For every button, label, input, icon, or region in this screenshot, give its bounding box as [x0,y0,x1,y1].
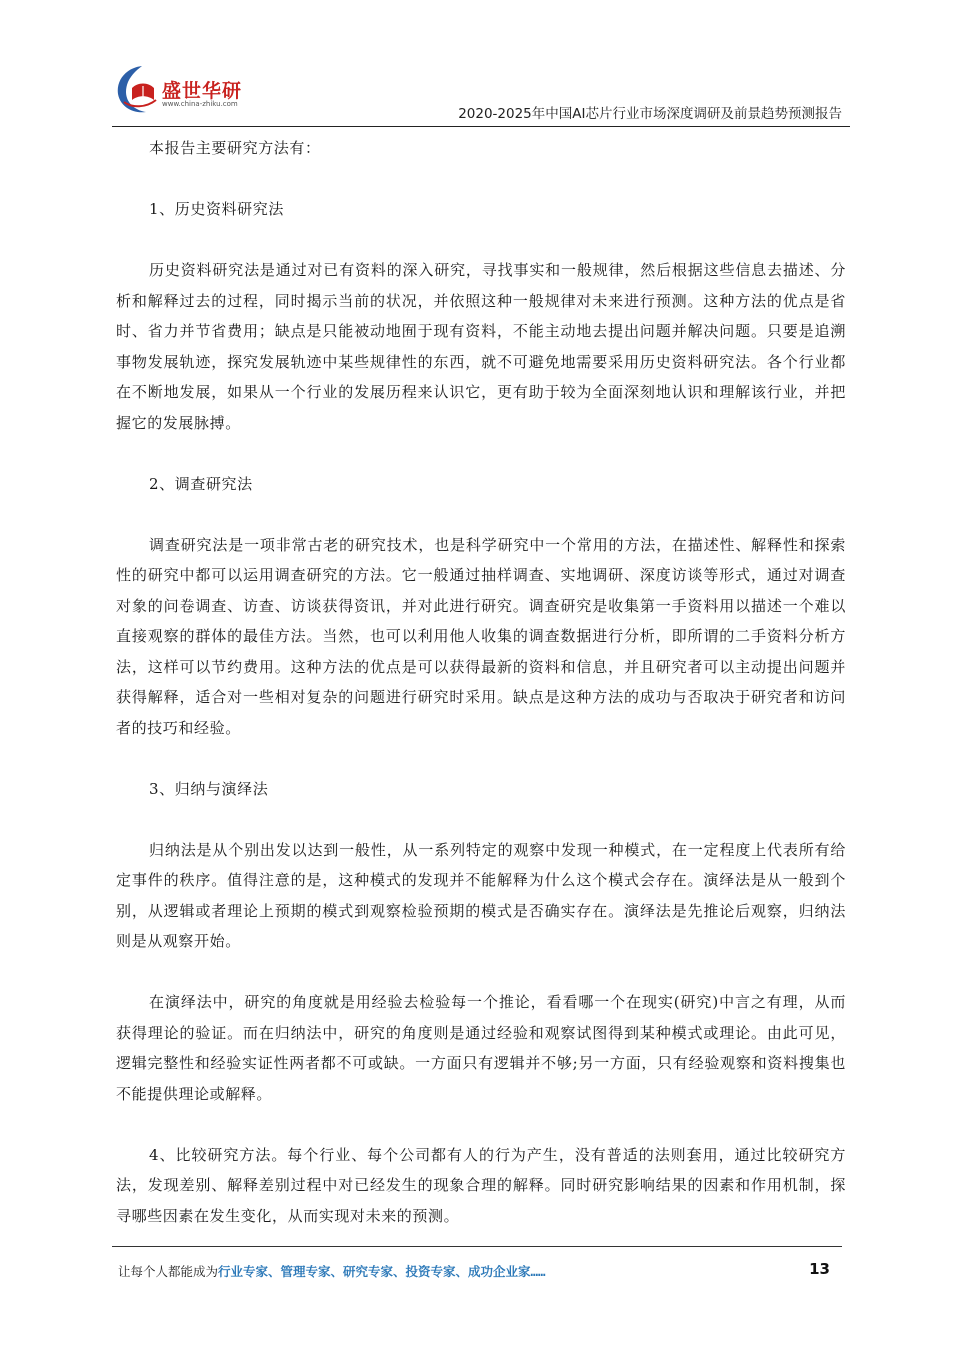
section-1-heading: 1、历史资料研究法 [149,200,284,218]
section-4-paragraph: 4、比较研究方法。每个行业、每个公司都有人的行为产生，没有普适的法则套用，通过比较研究方法，发现差别、解释差别过程中对已经发生的现象合理的解释。同时研究影响结果的因素和作用机制，探寻哪些因素在发生变化，从而实现对未来的预测。 [116,1145,846,1225]
footer-slogan-prefix: 让每个人都能成为 [118,1264,219,1279]
logo-url: www.china-zhiku.com [162,100,238,108]
footer-slogan-roles: 行业专家、管理专家、研究专家、投资专家、成功企业家…… [218,1264,546,1279]
section-3-heading: 3、归纳与演绎法 [149,779,269,798]
section-3-paragraph-1: 归纳法是从个别出发以达到一般性，从一系列特定的观察中发现一种模式，在一定程度上代表所有给定事件的秩序。值得注意的是，这种模式的发现并不能解释为什么这个模式会存在。演绎法是从一般到个别，从逻辑或者理论上预期的模式到观察检验预期的模式是否确实存在。演绎法是先推论后观察，归纳法则是从观察开始。 [116,840,846,950]
logo-text: 盛世华研 [162,80,243,102]
page-header [112,62,850,127]
company-logo [112,62,252,120]
section-1-paragraph: 历史资料研究法是通过对已有资料的深入研究，寻找事实和一般规律，然后根据这些信息去描述、分析和解释过去的过程，同时揭示当前的状况，并依照这种一般规律对未来进行预测。这种方法的优点是省时、省力并节省费用；缺点是只能被动地囿于现有资料，不能主动地去提出问题并解决问题。只要是追溯事物发展轨迹，探究发展轨迹中某些规律性的东西，就不可避免地需要采用历史资料研究法。各个行业都在不断地发展，如果从一个行业的发展历程来认识它，更有助于较为全面深刻地认识和理解该行业，并把握它的发展脉搏。 [116,261,846,432]
document-body [116,133,846,1231]
section-2-heading: 2、调查研究法 [149,474,253,493]
page-footer [118,1262,830,1282]
logo-emblem-icon [112,62,162,118]
intro-paragraph: 本报告主要研究方法有： [149,139,321,157]
report-title: 2020-2025年中国AI芯片行业市场深度调研及前景趋势预测报告 [458,106,842,122]
page-number: 13 [809,1260,830,1278]
footer-divider [112,1246,842,1247]
section-3-paragraph-2: 在演绎法中，研究的角度就是用经验去检验每一个推论，看看哪一个在现实(研究)中言之有理，从而获得理论的验证。而在归纳法中，研究的角度则是通过经验和观察试图得到某种模式或理论。由此可见，逻辑完整性和经验实证性两者都不可或缺。一方面只有逻辑并不够;另一方面，只有经验观察和资料搜集也不能提供理论或解释。 [116,993,846,1103]
section-2-paragraph: 调查研究法是一项非常古老的研究技术，也是科学研究中一个常用的方法，在描述性、解释性和探索性的研究中都可以运用调查研究的方法。它一般通过抽样调查、实地调研、深度访谈等形式，通过对调查对象的问卷调查、访查、访谈获得资讯，并对此进行研究。调查研究是收集第一手资料用以描述一个难以直接观察的群体的最佳方法。当然，也可以利用他人收集的调查数据进行分析，即所谓的二手资料分析方法，这样可以节约费用。这种方法的优点是可以获得最新的资料和信息，并且研究者可以主动提出问题并获得解释，适合对一些相对复杂的问题进行研究时采用。缺点是这种方法的成功与否取决于研究者和访问者的技巧和经验。 [116,535,846,737]
